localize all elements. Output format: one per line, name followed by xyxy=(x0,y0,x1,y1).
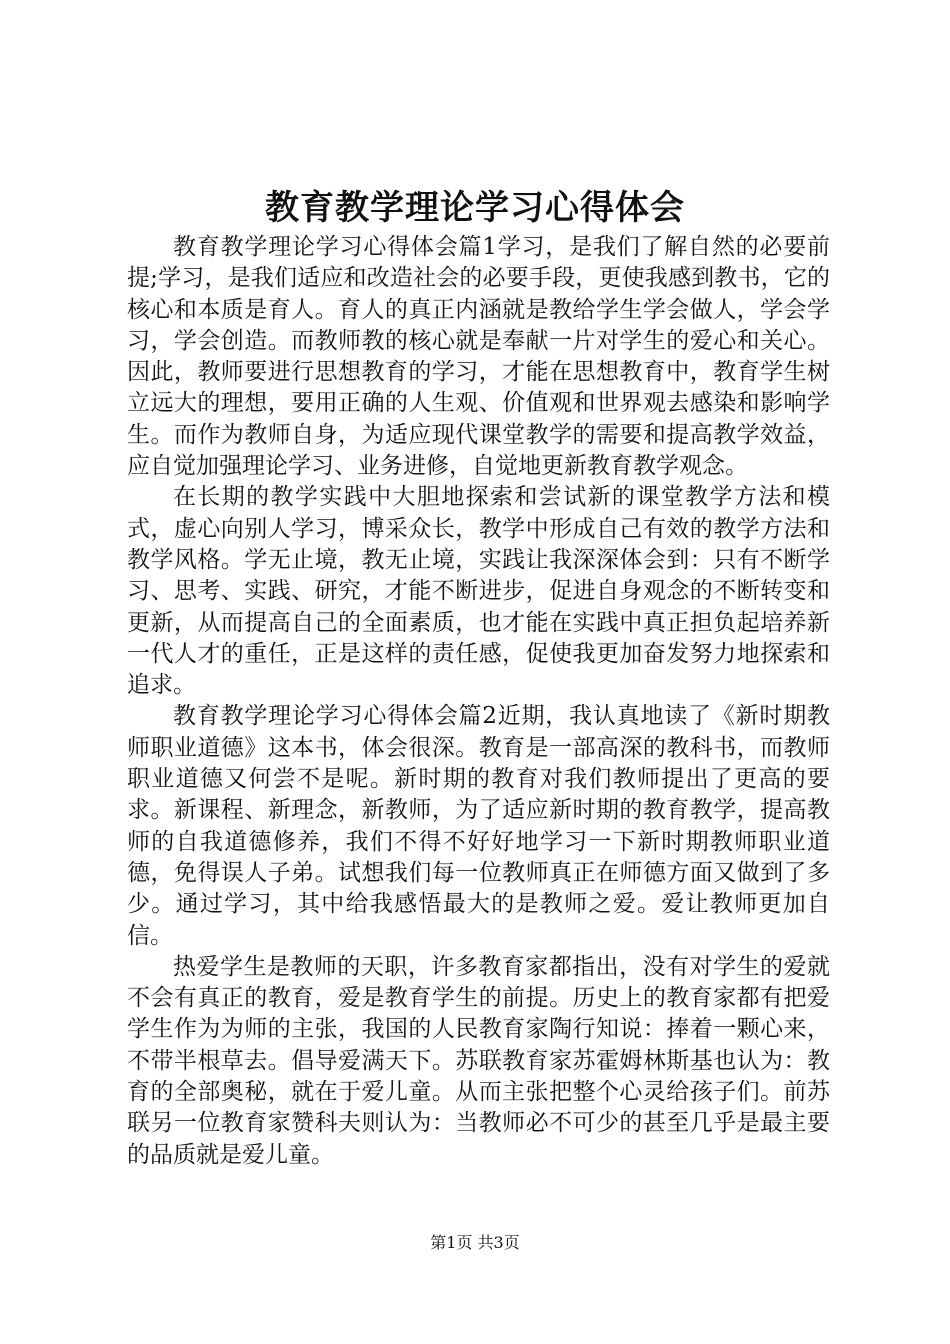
document-title: 教育教学理论学习心得体会 xyxy=(265,188,685,228)
document-body xyxy=(127,232,830,1171)
page-footer xyxy=(0,1232,950,1254)
paragraph-2: 在长期的教学实践中大胆地探索和尝试新的课堂教学方法和模式，虚心向别人学习，博采众长，教学中形成自己有效的教学方法和教学风格。学无止境，教无止境，实践让我深深体会到：只有不断学习、思考、实践、研究，才能不断进步，促进自身观念的不断转变和更新，从而提高自己的全面素质，也才能在实践中真正担负起培养新一代人才的重任，正是这样的责任感，促使我更加奋发努力地探索和追求。 xyxy=(127,484,830,699)
paragraph-1: 教育教学理论学习心得体会篇1学习，是我们了解自然的必要前提;学习，是我们适应和改造社会的必要手段，更使我感到教书，它的核心和本质是育人。育人的真正内涵就是教给学生学会做人，学会学习，学会创造。而教师教的核心就是奉献一片对学生的爱心和关心。因此，教师要进行思想教育的学习，才能在思想教育中，教育学生树立远大的理想，要用正确的人生观、价值观和世界观去感染和影响学生。而作为教师自身，为适应现代课堂教学的需要和提高教学效益，应自觉加强理论学习、业务进修，自觉地更新教育教学观念。 xyxy=(127,234,830,480)
page-number: 第1页 共3页 xyxy=(430,1233,520,1252)
paragraph-3: 教育教学理论学习心得体会篇2近期，我认真地读了《新时期教师职业道德》这本书，体会很深。教育是一部高深的教科书，而教师职业道德又何尝不是呢。新时期的教育对我们教师提出了更高的要求。新课程、新理念，新教师，为了适应新时期的教育教学，提高教师的自我道德修养，我们不得不好好地学习一下新时期教师职业道德，免得误人子弟。试想我们每一位教师真正在师德方面又做到了多少。通过学习，其中给我感悟最大的是教师之爱。爱让教师更加自信。 xyxy=(127,703,830,949)
paragraph-4: 热爱学生是教师的天职，许多教育家都指出，没有对学生的爱就不会有真正的教育，爱是教育学生的前提。历史上的教育家都有把爱学生作为为师的主张，我国的人民教育家陶行知说：捧着一颗心来，不带半根草去。倡导爱满天下。苏联教育家苏霍姆林斯基也认为：教育的全部奥秘，就在于爱儿童。从而主张把整个心灵给孩子们。前苏联另一位教育家赞科夫则认为：当教师必不可少的甚至几乎是最主要的品质就是爱儿童。 xyxy=(127,953,830,1168)
